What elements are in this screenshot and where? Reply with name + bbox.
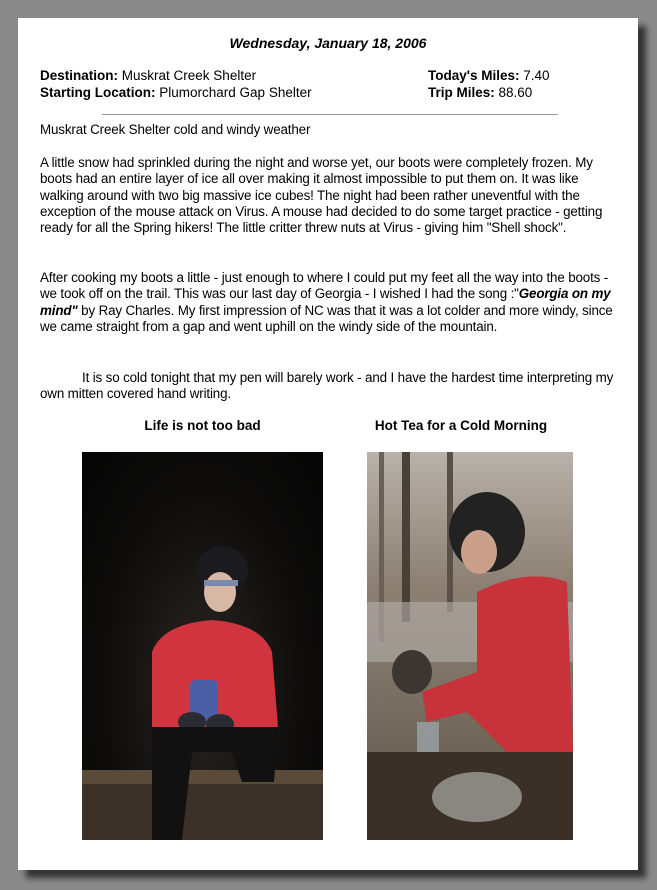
paragraph-2 xyxy=(40,270,620,335)
paragraph-1: A little snow had sprinkled during the night and worse yet, our boots were completely frozen. My boots had an entire layer of ice all over making it almost impossible to put them on. It was like walking around with two big massive ice cubes! The night had been rather uneventful with the exception of the mouse attack on Virus. A mouse had decided to do some target practice - getting ready for all the Spring hikers! The little critter threw nuts at Virus - giving him "Shell shock". xyxy=(40,155,603,236)
trip-miles-label: Trip Miles: xyxy=(428,85,495,100)
paragraph-2-start: After cooking my boots a little - just enough to where I could put my feet all the way into the boots - we took off on the trail. This was our last day of Georgia - I wished I had the song :" xyxy=(40,270,609,302)
trip-miles-value: 88.60 xyxy=(498,85,533,100)
destination-value: Muskrat Creek Shelter xyxy=(121,68,257,83)
photo-hiker-in-shelter xyxy=(82,452,323,840)
start-value: Plumorchard Gap Shelter xyxy=(159,85,312,100)
location-info xyxy=(40,67,312,101)
miles-info xyxy=(428,67,550,101)
photo-caption-2: Hot Tea for a Cold Morning xyxy=(374,418,548,433)
photo-caption-1: Life is not too bad xyxy=(144,418,261,433)
photo-hiker-pouring-tea xyxy=(367,452,573,840)
destination-label: Destination: xyxy=(40,68,119,83)
entry-date: Wednesday, January 18, 2006 xyxy=(229,35,427,51)
paragraph-3: It is so cold tonight that my pen will barely work - and I have the hardest time interpreting my own mitten covered hand writing. xyxy=(40,370,614,402)
todays-miles-label: Today's Miles: xyxy=(428,68,520,83)
entry-subtitle: Muskrat Creek Shelter cold and windy weather xyxy=(40,122,311,137)
paragraph-2-end: by Ray Charles. My first impression of NC was that it was a lot colder and more windy, since we came straight from a gap and went uphill on the windy side of the mountain. xyxy=(40,302,613,334)
journal-page xyxy=(18,18,638,870)
divider xyxy=(102,114,558,115)
song-title: Georgia on my mind" xyxy=(40,286,611,318)
todays-miles-value: 7.40 xyxy=(523,68,550,83)
start-label: Starting Location: xyxy=(40,85,156,100)
